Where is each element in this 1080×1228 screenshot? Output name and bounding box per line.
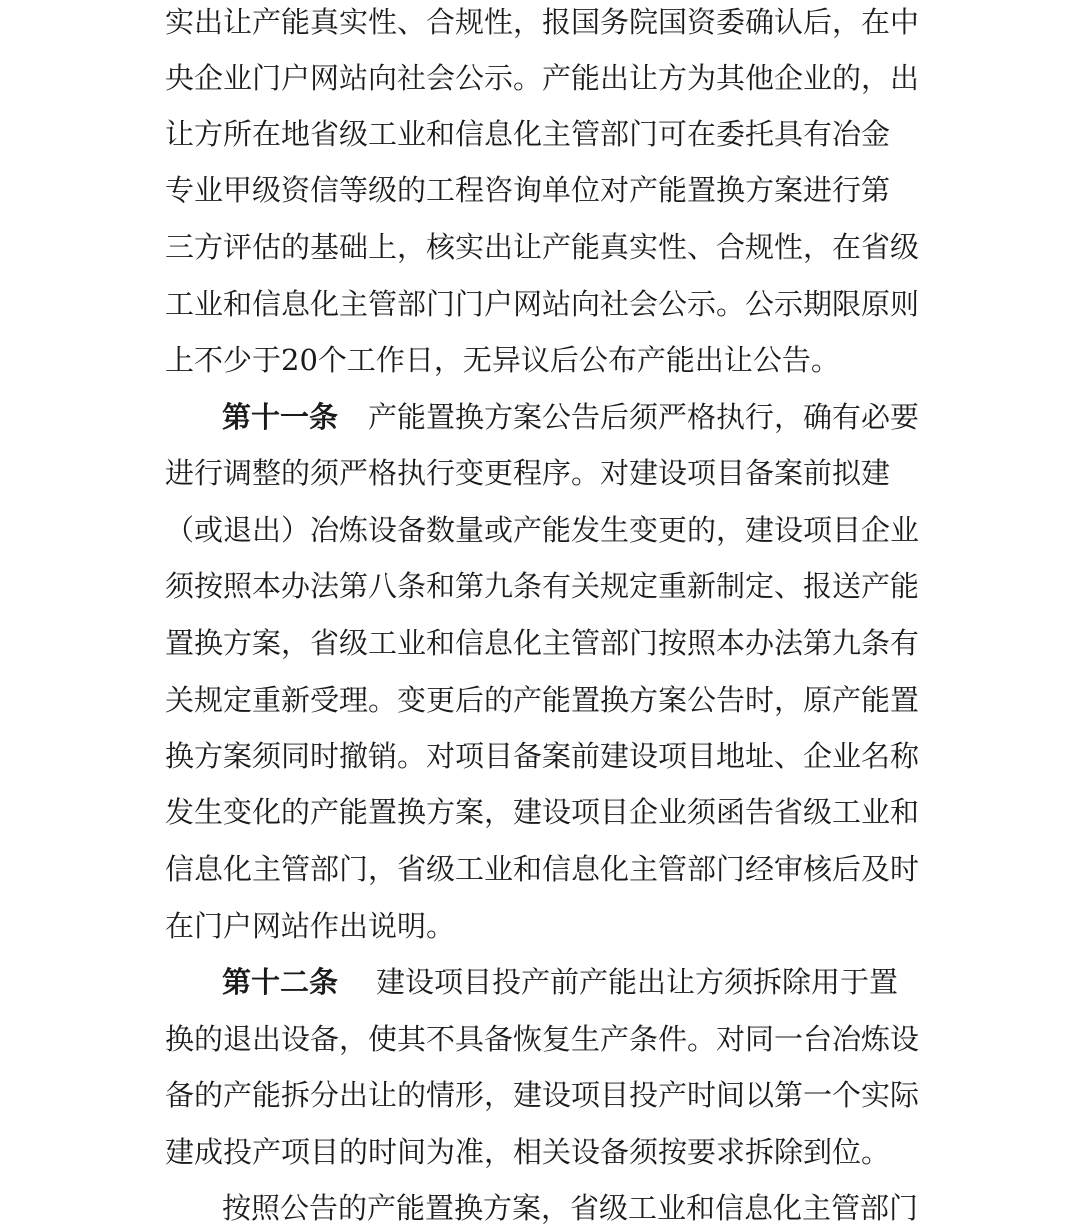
text-line [0,58,1080,98]
text-line [0,1188,1080,1228]
text-line [0,906,1080,946]
article-12-heading: 第十二条 [222,965,339,999]
text-line-content: 上不少于20个工作日，无异议后公布产能出让公告。 [165,343,840,377]
text-line [0,453,1080,493]
text-line-content: 建成投产项目的时间为准，相关设备须按要求拆除到位。 [165,1135,891,1169]
text-line [0,1019,1080,1059]
article-12-text: 建设项目投产前产能出让方须拆除用于置 [376,965,899,999]
text-line [0,1132,1080,1172]
text-line-content: 置换方案，省级工业和信息化主管部门按照本办法第九条有 [165,626,920,660]
text-line [0,284,1080,324]
article-heading-line [0,397,1080,437]
text-line-content: 换方案须同时撤销。对项目备案前建设项目地址、企业名称 [165,739,920,773]
text-line-content: 实出让产能真实性、合规性，报国务院国资委确认后，在中 [165,5,920,39]
text-line [0,792,1080,832]
text-line-content: 在门户网站作出说明。 [165,909,456,943]
text-line [0,736,1080,776]
text-line-content: 进行调整的须严格执行变更程序。对建设项目备案前拟建 [165,456,891,490]
text-line-content: 让方所在地省级工业和信息化主管部门可在委托具有冶金 [165,117,891,151]
article-heading-line [0,962,1080,1002]
text-line-content: 关规定重新受理。变更后的产能置换方案公告时，原产能置 [165,683,920,717]
article-11-text: 产能置换方案公告后须严格执行，确有必要 [368,400,920,434]
text-line-content: 工业和信息化主管部门门户网站向社会公示。公示期限原则 [165,287,920,321]
text-line [0,340,1080,380]
text-line-content: 备的产能拆分出让的情形，建设项目投产时间以第一个实际 [165,1078,920,1112]
article-11-heading: 第十一条 [222,400,339,434]
text-line-content: （或退出）冶炼设备数量或产能发生变更的，建设项目企业 [165,513,920,547]
text-line [0,114,1080,154]
text-line-content: 三方评估的基础上，核实出让产能真实性、合规性，在省级 [165,230,920,264]
text-line [0,623,1080,663]
text-line-content: 央企业门户网站向社会公示。产能出让方为其他企业的，出 [165,61,920,95]
text-line [0,170,1080,210]
text-line-content: 专业甲级资信等级的工程咨询单位对产能置换方案进行第 [165,173,891,207]
text-line [0,680,1080,720]
text-line [0,849,1080,889]
text-line-content: 换的退出设备，使其不具备恢复生产条件。对同一台冶炼设 [165,1022,920,1056]
text-line [0,227,1080,267]
text-line-content: 发生变化的产能置换方案，建设项目企业须函告省级工业和 [165,795,920,829]
text-line-content: 信息化主管部门，省级工业和信息化主管部门经审核后及时 [165,852,920,886]
text-line [0,1075,1080,1115]
text-line-content: 按照公告的产能置换方案，省级工业和信息化主管部门 [222,1191,919,1225]
text-line [0,2,1080,42]
text-line-content: 须按照本办法第八条和第九条有关规定重新制定、报送产能 [165,569,920,603]
text-line [0,510,1080,550]
text-line [0,566,1080,606]
